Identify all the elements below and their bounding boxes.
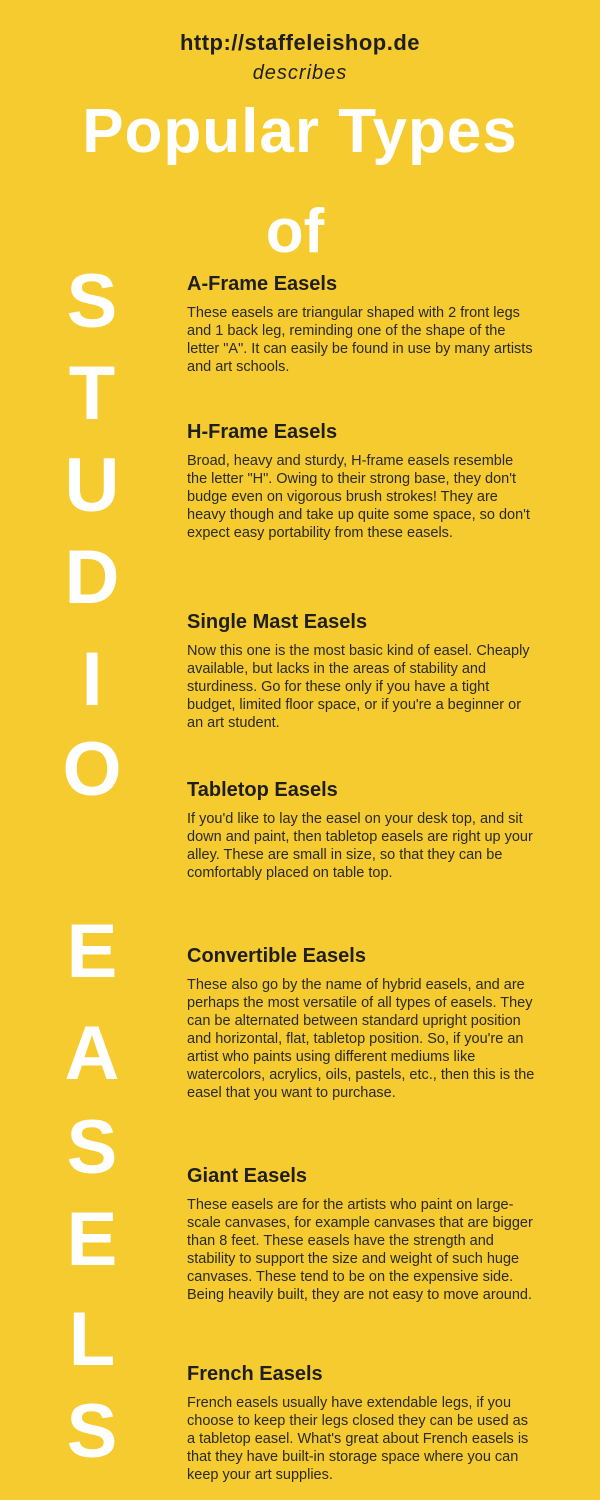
vertical-letter-t: T [68, 351, 116, 436]
main-title-of: of [265, 197, 325, 266]
section-single-mast [187, 610, 537, 732]
section-a-frame [187, 272, 537, 376]
vertical-letter-a: A [64, 1011, 120, 1096]
vertical-letter-s2: S [66, 1105, 118, 1190]
section-text: French easels usually have extendable legs, if you choose to keep their legs closed they can be used as a tabletop easel. What's great about French easels is that they have built-in storage space where you can keep your art supplies. [187, 1395, 529, 1483]
section-giant [187, 1164, 537, 1304]
section-text: These also go by the name of hybrid easels, and are perhaps the most versatile of all types of easels. They can be alternated between standard upright position and horizontal, flat, tabletop position. So, if you're an artist who paints using different mediums like watercolors, acrylics, oils, pastels, etc., then this is the easel that you want to purchase. [187, 977, 535, 1101]
section-title: Convertible Easels [187, 945, 366, 967]
describes-label: describes [252, 62, 348, 84]
section-text: If you'd like to lay the easel on your desk top, and sit down and paint, then tabletop easels are right up your alley. These are small in size, so that they can be comfortably placed on table top. [187, 811, 533, 881]
section-text: These easels are triangular shaped with 2 front legs and 1 back leg, reminding one of the shape of the letter "A". It can easily be found in use by many artists and art schools. [187, 305, 533, 375]
section-tabletop [187, 778, 537, 882]
section-text: These easels are for the artists who paint on large-scale canvases, for example canvases that are bigger than 8 feet. These easels have the strength and stability to support the size and weight of such huge canvases. These tend to be on the expensive side. Being heavily built, they are not easy to move around. [187, 1197, 533, 1303]
vertical-letter-s3: S [66, 1389, 118, 1474]
section-text: Broad, heavy and sturdy, H-frame easels resemble the letter "H". Owing to their strong base, they don't budge even on vigorous brush strokes! They are heavy though and take up quite some space, so don't expect easy portability from these easels. [187, 453, 530, 541]
source-url: http://staffeleishop.de [179, 30, 421, 55]
section-title: Tabletop Easels [187, 779, 338, 801]
vertical-letter-u: U [64, 443, 120, 528]
vertical-letter-e2: E [66, 1197, 118, 1282]
section-title: French Easels [187, 1363, 323, 1385]
section-text: Now this one is the most basic kind of easel. Cheaply available, but lacks in the areas of stability and sturdiness. Go for these only if you have a tight budget, limited floor space, or if you're a beginner or an art student. [187, 643, 530, 731]
section-title: Single Mast Easels [187, 611, 368, 633]
main-title: Popular Types [82, 97, 518, 166]
section-french [187, 1362, 537, 1484]
section-convertible [187, 944, 537, 1102]
vertical-letter-e1: E [66, 909, 118, 994]
vertical-letter-l: L [68, 1297, 116, 1382]
vertical-letter-o: O [62, 727, 122, 812]
section-title: A-Frame Easels [187, 273, 338, 295]
vertical-letter-d: D [64, 535, 120, 620]
section-title: H-Frame Easels [187, 421, 338, 443]
section-h-frame [187, 420, 537, 542]
vertical-letter-i: I [81, 637, 103, 722]
section-title: Giant Easels [187, 1165, 308, 1187]
vertical-letter-s: S [66, 259, 118, 344]
